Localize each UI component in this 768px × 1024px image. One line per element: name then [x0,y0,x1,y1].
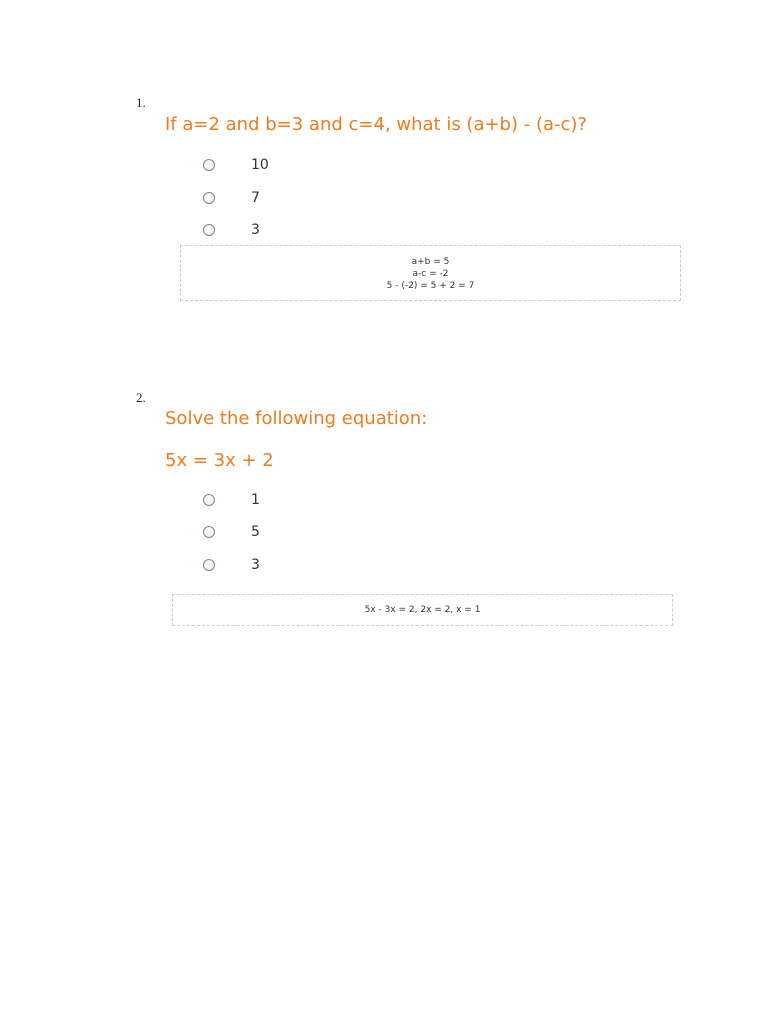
option-label: 7 [251,190,260,206]
question-text: If a=2 and b=3 and c=4, what is (a+b) - (a-c)? [165,114,587,135]
question-number: 2. [136,390,146,405]
radio-button[interactable] [203,559,215,571]
question-number: 1. [136,95,146,110]
option-label: 3 [251,557,260,573]
option-label: 3 [251,222,260,238]
option-label: 5 [251,524,260,540]
explanation-line: 5x - 3x = 2, 2x = 2, x = 1 [364,605,481,615]
option-label: 1 [251,492,260,508]
question-text: Solve the following equation: [165,408,428,429]
radio-button[interactable] [203,159,215,171]
explanation-line: a-c = -2 [412,269,449,279]
explanation-line: a+b = 5 [411,257,450,267]
radio-button[interactable] [203,224,215,236]
option-label: 10 [251,157,269,173]
radio-button[interactable] [203,192,215,204]
explanation-box [172,594,673,626]
question-equation: 5x = 3x + 2 [165,450,274,471]
explanation-line: 5 - (-2) = 5 + 2 = 7 [386,281,475,291]
explanation-box [180,245,681,301]
radio-button[interactable] [203,526,215,538]
radio-button[interactable] [203,494,215,506]
